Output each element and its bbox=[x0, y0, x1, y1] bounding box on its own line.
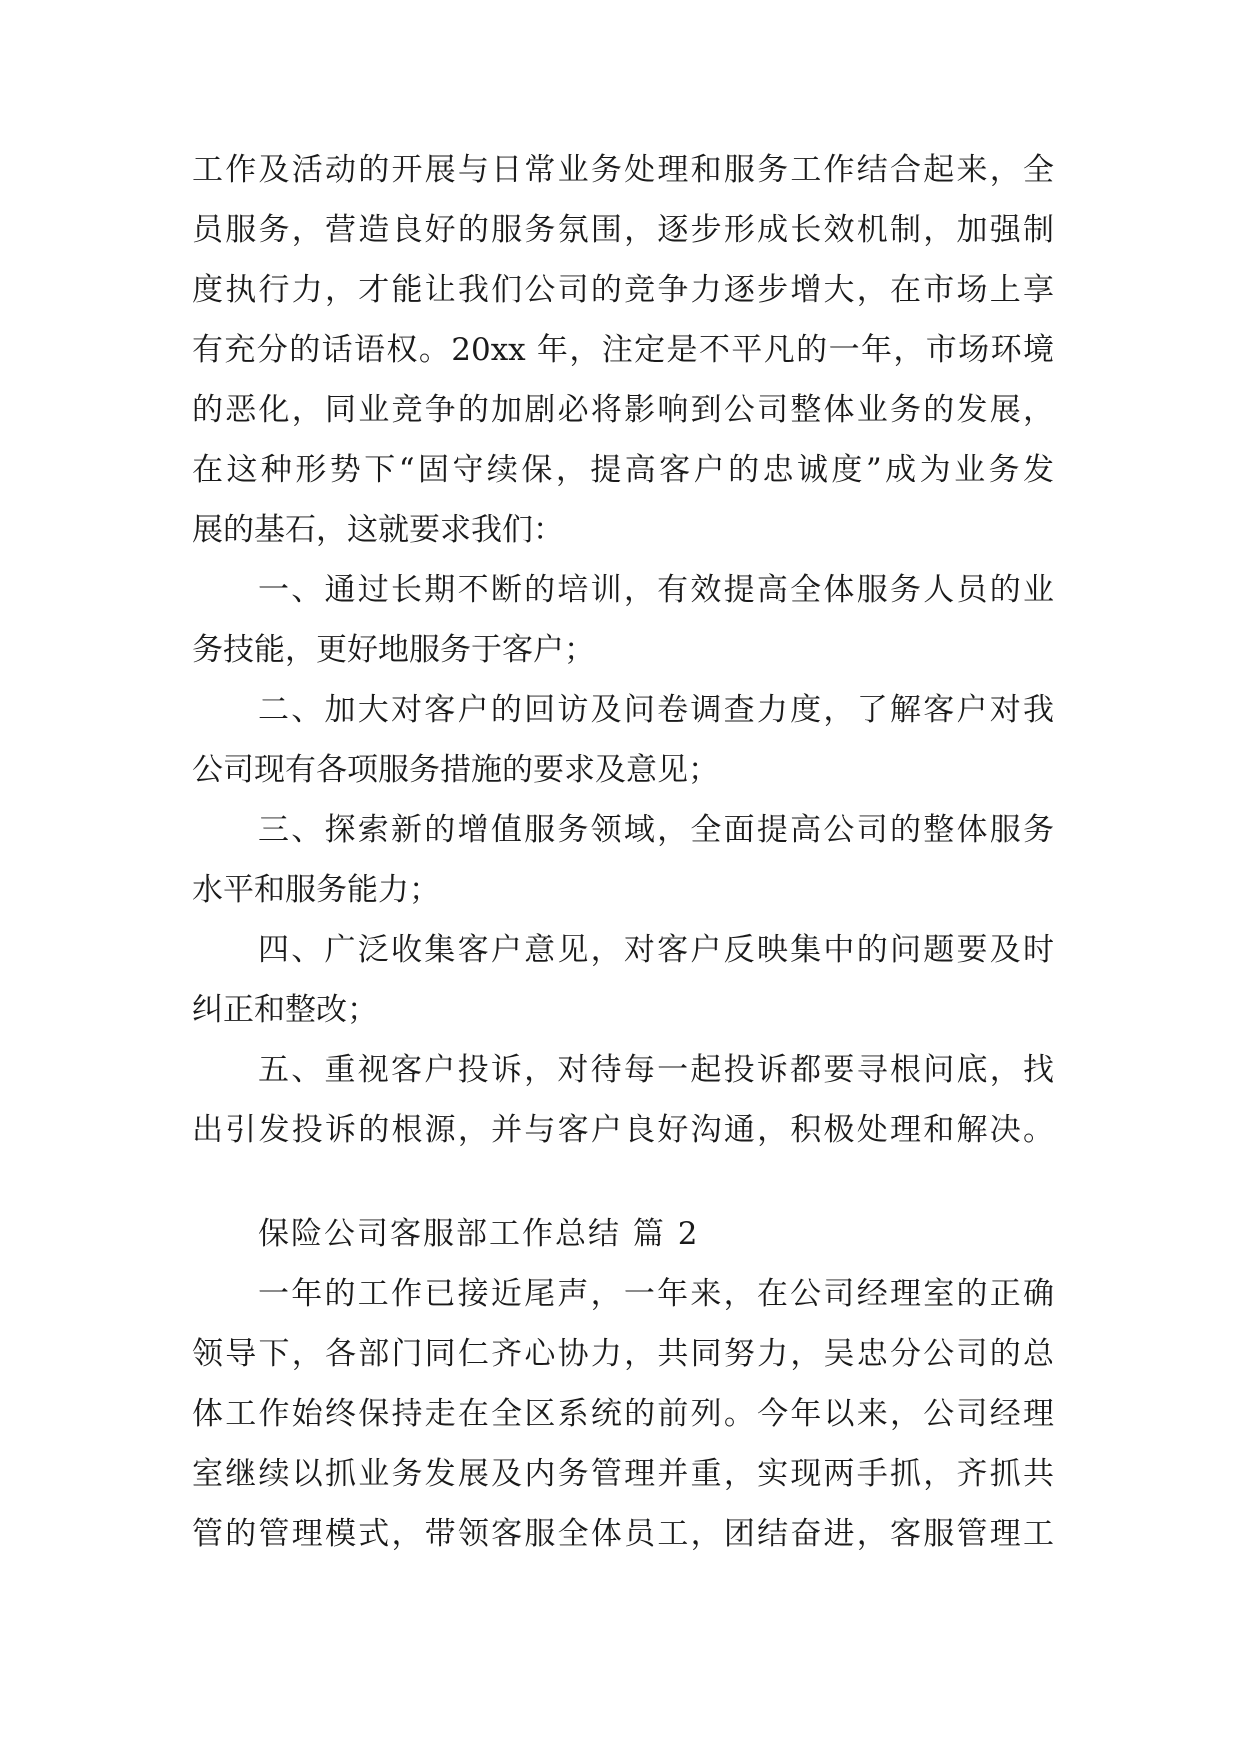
list-item-3-line-2: 水平和服务能力； bbox=[192, 872, 440, 908]
list-item-4-line-1: 四、广泛收集客户意见，对客户反映集中的问题要及时 bbox=[258, 932, 1054, 968]
list-item-4-line-2: 纠正和整改； bbox=[192, 992, 378, 1028]
paragraph-line: 度执行力，才能让我们公司的竞争力逐步增大，在市场上享 bbox=[192, 272, 1054, 308]
paragraph-line: 管的管理模式，带领客服全体员工，团结奋进，客服管理工 bbox=[192, 1516, 1054, 1552]
paragraph-line: 的恶化，同业竞争的加剧必将影响到公司整体业务的发展， bbox=[192, 392, 1054, 428]
paragraph-line: 一年的工作已接近尾声，一年来，在公司经理室的正确 bbox=[258, 1276, 1054, 1312]
paragraph-line: 工作及活动的开展与日常业务处理和服务工作结合起来，全 bbox=[192, 152, 1054, 188]
paragraph-line: 展的基石，这就要求我们： bbox=[192, 512, 564, 548]
paragraph-line: 领导下，各部门同仁齐心协力，共同努力，吴忠分公司的总 bbox=[192, 1336, 1054, 1372]
paragraph-line: 有充分的话语权。20xx 年，注定是不平凡的一年，市场环境 bbox=[192, 332, 1054, 368]
list-item-5-line-2: 出引发投诉的根源，并与客户良好沟通，积极处理和解决。 bbox=[192, 1112, 1054, 1148]
list-item-5-line-1: 五、重视客户投诉，对待每一起投诉都要寻根问底，找 bbox=[258, 1052, 1054, 1088]
list-item-1-line-1: 一、通过长期不断的培训，有效提高全体服务人员的业 bbox=[258, 572, 1054, 608]
section-2-body bbox=[192, 1204, 1054, 1564]
list-item-3-line-1: 三、探索新的增值服务领域，全面提高公司的整体服务 bbox=[258, 812, 1054, 848]
section-heading: 保险公司客服部工作总结 篇 2 bbox=[258, 1216, 700, 1252]
list-item-2-line-1: 二、加大对客户的回访及问卷调查力度，了解客户对我 bbox=[258, 692, 1054, 728]
list-item-1-line-2: 务技能，更好地服务于客户； bbox=[192, 632, 595, 668]
paragraph-line: 员服务，营造良好的服务氛围，逐步形成长效机制，加强制 bbox=[192, 212, 1054, 248]
paragraph-line: 在这种形势下“固守续保，提高客户的忠诚度”成为业务发 bbox=[192, 452, 1054, 488]
list-item-2-line-2: 公司现有各项服务措施的要求及意见； bbox=[192, 752, 719, 788]
section-1-body bbox=[192, 140, 1054, 1160]
paragraph-line: 室继续以抓业务发展及内务管理并重，实现两手抓，齐抓共 bbox=[192, 1456, 1054, 1492]
paragraph-line: 体工作始终保持走在全区系统的前列。今年以来，公司经理 bbox=[192, 1396, 1054, 1432]
